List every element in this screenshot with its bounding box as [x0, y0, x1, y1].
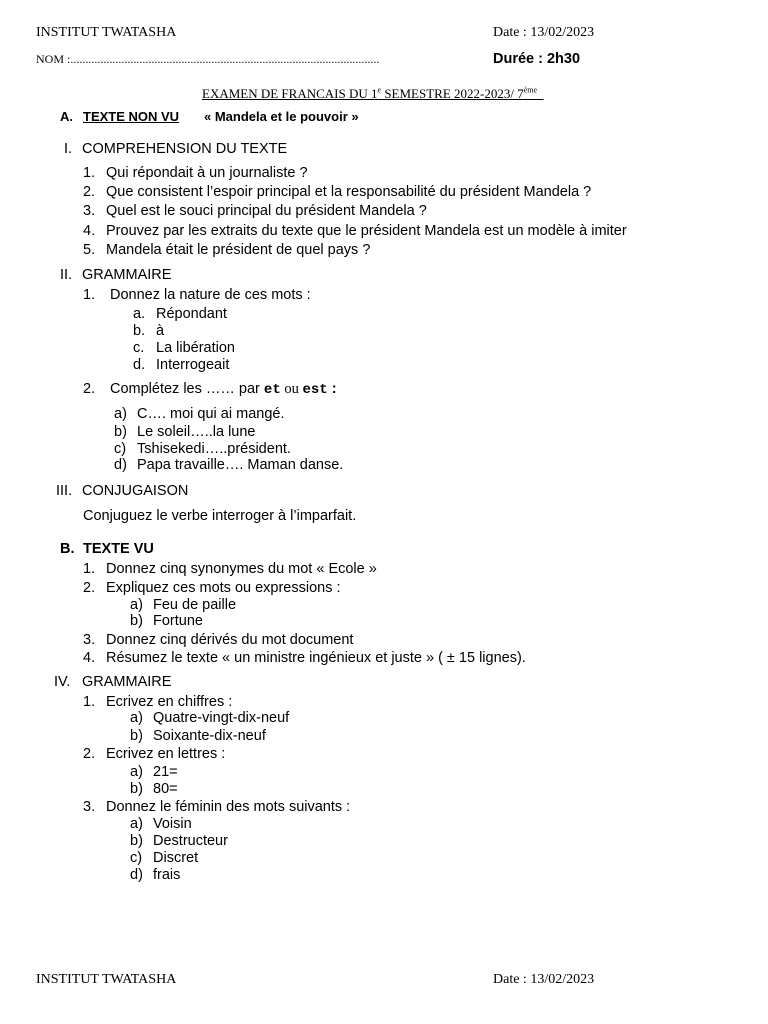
part-i-title: COMPREHENSION DU TEXTE	[82, 141, 288, 157]
list-item: d) frais	[130, 867, 181, 883]
part-ii-question-1: 1. Donnez la nature de ces mots :	[83, 287, 311, 303]
list-item: b) Fortune	[130, 613, 203, 629]
list-item: c) Discret	[130, 850, 199, 866]
part-ii-question-2: 2. Complétez les …… par et ou est :	[83, 381, 337, 398]
list-item: b. à	[133, 323, 165, 339]
part-iii-instruction: Conjuguez le verbe interroger à l’imparfait.	[83, 508, 357, 524]
list-item: a) 21=	[130, 764, 178, 780]
list-item: a) C…. moi qui ai mangé.	[114, 406, 285, 422]
part-iii-numeral: III.	[56, 483, 73, 499]
section-b-title: TEXTE VU	[83, 541, 154, 557]
part-ii-numeral: II.	[60, 267, 73, 283]
list-item: 5. Mandela était le président de quel pays ?	[83, 242, 371, 258]
list-item: a) Quatre-vingt-dix-neuf	[130, 710, 290, 726]
section-a-marker: A.	[60, 109, 73, 124]
list-item: d) Papa travaille…. Maman danse.	[114, 457, 344, 473]
list-item: a) Feu de paille	[130, 597, 237, 613]
section-b-question-4: 4. Résumez le texte « un ministre ingénieux et juste » ( ± 15 lignes).	[83, 650, 526, 666]
list-item: c. La libération	[133, 340, 235, 356]
list-item: b) Destructeur	[130, 833, 228, 849]
part-i-numeral: I.	[64, 141, 73, 157]
footer-school-name: INSTITUT TWATASHA	[36, 972, 177, 987]
section-a-subtitle: « Mandela et le pouvoir »	[204, 109, 359, 124]
part-iv-question-3: 3. Donnez le féminin des mots suivants :	[83, 799, 351, 815]
list-item: 2. Que consistent l’espoir principal et la responsabilité du président Mandela ?	[83, 184, 592, 200]
list-item: a. Répondant	[133, 306, 227, 322]
part-iv-question-2: 2. Ecrivez en lettres :	[83, 746, 226, 762]
part-iv-question-1: 1. Ecrivez en chiffres :	[83, 694, 233, 710]
list-item: b) Soixante-dix-neuf	[130, 728, 266, 744]
list-item: d. Interrogeait	[133, 357, 230, 373]
footer-date: Date : 13/02/2023	[493, 972, 595, 987]
exam-date: Date : 13/02/2023	[493, 25, 595, 40]
list-item: c) Tshisekedi…..président.	[114, 441, 291, 457]
exam-title: EXAMEN DE FRANCAIS DU 1e SEMESTRE 2022-2023/ 7ème	[202, 85, 538, 101]
part-iii-title: CONJUGAISON	[82, 483, 189, 499]
student-name-line: NOM :.......................................................................................................	[36, 52, 380, 66]
section-b-question-3: 3. Donnez cinq dérivés du mot document	[83, 632, 354, 648]
list-item: a) Voisin	[130, 816, 192, 832]
section-a-title: TEXTE NON VU	[83, 109, 180, 124]
list-item: 3. Quel est le souci principal du président Mandela ?	[83, 203, 427, 219]
list-item: 1. Qui répondait à un journaliste ?	[83, 165, 308, 181]
section-b-question-1: 1. Donnez cinq synonymes du mot « Ecole »	[83, 561, 377, 577]
part-iv-title: GRAMMAIRE	[82, 674, 172, 690]
part-ii-title: GRAMMAIRE	[82, 267, 172, 283]
part-iv-numeral: IV.	[54, 674, 71, 690]
section-b-question-2: 2. Expliquez ces mots ou expressions :	[83, 580, 341, 596]
school-name: INSTITUT TWATASHA	[36, 25, 177, 40]
list-item: b) 80=	[130, 781, 178, 797]
list-item: b) Le soleil…..la lune	[114, 424, 256, 440]
section-b-marker: B.	[60, 541, 75, 557]
exam-duration: Durée : 2h30	[493, 51, 581, 67]
list-item: 4. Prouvez par les extraits du texte que le président Mandela est un modèle à imiter	[83, 223, 627, 239]
